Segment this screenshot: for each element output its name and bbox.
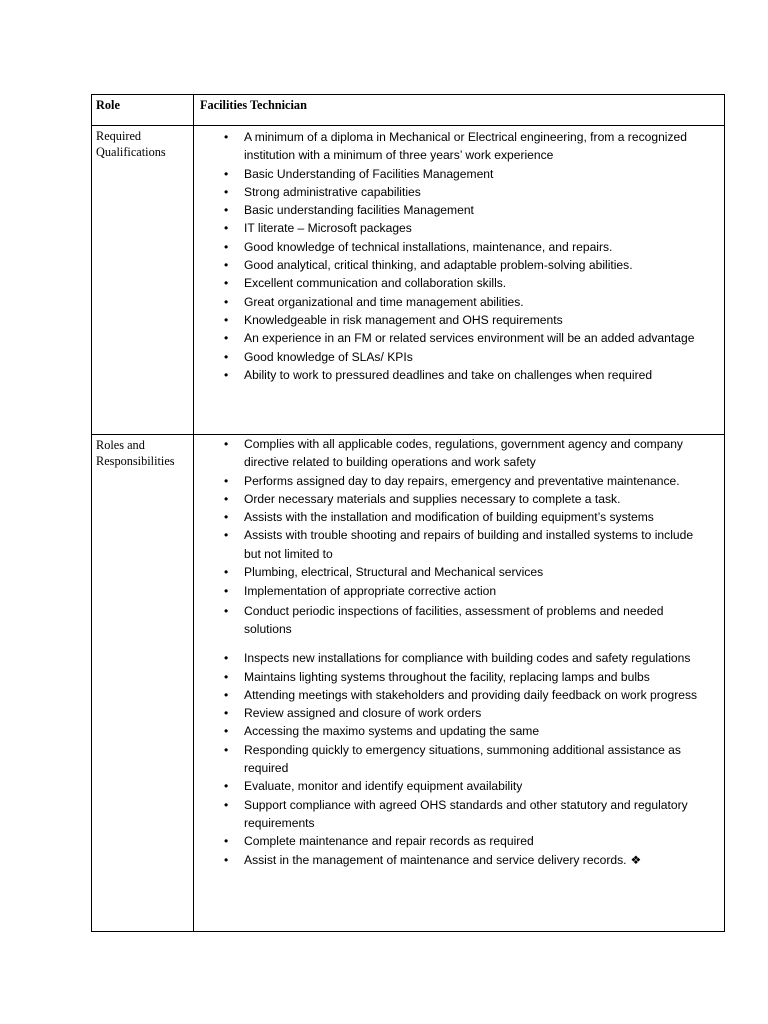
list-item — [194, 508, 724, 526]
list-item-text: Assists with the installation and modification of building equipment’s systems — [244, 510, 654, 525]
bullet-icon: • — [224, 312, 229, 327]
list-item-text: An experience in an FM or related services environment will be an added advantage — [244, 331, 695, 346]
list-item-text: Complies with all applicable codes, regulations, government agency and company directive related to building operations and work safety — [244, 437, 683, 470]
bullet-icon: • — [224, 779, 229, 794]
bullet-icon: • — [224, 203, 229, 218]
list-item-text: Assists with trouble shooting and repairs of building and installed systems to include but not limited to — [244, 528, 694, 561]
list-item — [194, 796, 724, 833]
list-item — [194, 201, 724, 219]
table-header-row — [92, 95, 725, 126]
responsibilities-list — [194, 435, 724, 869]
qualifications-content-cell — [194, 126, 725, 435]
list-item — [194, 311, 724, 329]
bullet-icon: • — [224, 687, 229, 702]
list-item — [194, 435, 724, 472]
list-item — [194, 348, 724, 366]
list-item-text: Good knowledge of technical installations, maintenance, and repairs. — [244, 239, 613, 254]
bullet-icon: • — [224, 603, 229, 618]
bullet-icon: • — [224, 130, 229, 144]
bullet-icon: • — [224, 834, 229, 849]
list-item-text: Evaluate, monitor and identify equipment availability — [244, 779, 523, 794]
list-item-text: Good knowledge of SLAs/ KPIs — [244, 349, 413, 364]
bullet-icon: • — [224, 724, 229, 739]
bullet-icon: • — [224, 258, 229, 273]
responsibilities-label-line1: Roles and — [96, 438, 145, 452]
bullet-icon: • — [224, 473, 229, 488]
bullet-icon: • — [224, 166, 229, 181]
list-item-text: Maintains lighting systems throughout the facility, replacing lamps and bulbs — [244, 669, 650, 684]
list-item — [194, 256, 724, 274]
bullet-icon: • — [224, 276, 229, 291]
list-item — [194, 777, 724, 795]
list-item-text: Conduct periodic inspections of facilities, assessment of problems and needed solutions — [244, 603, 664, 636]
list-item-text: Responding quickly to emergency situations, summoning additional assistance as required — [244, 742, 681, 776]
bullet-icon: • — [224, 491, 229, 506]
list-item-text: Attending meetings with stakeholders and providing daily feedback on work progress — [244, 687, 698, 702]
bullet-icon: • — [224, 706, 229, 721]
bullet-icon: • — [224, 669, 229, 684]
list-item-text: Support compliance with agreed OHS standards and other statutory and regulatory requirements — [244, 797, 688, 830]
list-item-text: Basic Understanding of Facilities Management — [244, 166, 494, 181]
bullet-icon: • — [224, 239, 229, 254]
responsibilities-row — [92, 435, 725, 932]
list-item-text: Great organizational and time management abilities. — [244, 294, 524, 309]
list-item — [194, 602, 724, 639]
bullet-icon: • — [224, 221, 229, 236]
list-item-text: Excellent communication and collaboration skills. — [244, 276, 507, 291]
list-item-text: Good analytical, critical thinking, and adaptable problem-solving abilities. — [244, 258, 633, 273]
role-title: Facilities Technician — [200, 98, 307, 112]
bullet-icon: • — [224, 331, 229, 346]
responsibilities-label — [92, 435, 193, 469]
bullet-icon: • — [224, 528, 229, 543]
list-item — [194, 238, 724, 256]
qualifications-label-line2: Qualifications — [96, 145, 166, 159]
list-item — [194, 472, 724, 490]
list-item — [194, 293, 724, 311]
list-item — [194, 704, 724, 722]
list-item — [194, 490, 724, 508]
list-item-text: Review assigned and closure of work orders — [244, 706, 482, 721]
bullet-icon: • — [224, 437, 229, 451]
list-item-text: Complete maintenance and repair records as required — [244, 834, 534, 849]
list-item — [194, 741, 724, 778]
list-item-text: Ability to work to pressured deadlines and take on challenges when required — [244, 367, 653, 382]
header-value-cell — [194, 95, 725, 126]
qualifications-label-line1: Required — [96, 129, 142, 143]
bullet-icon: • — [224, 294, 229, 309]
bullet-icon: • — [224, 852, 229, 867]
list-item — [194, 686, 724, 704]
list-item — [194, 526, 724, 563]
bullet-icon: • — [224, 742, 229, 757]
bullet-icon: • — [224, 797, 229, 812]
qualifications-label-cell — [92, 126, 194, 435]
list-item-text: Inspects new installations for compliance with building codes and safety regulations — [244, 651, 691, 666]
list-item-text: Knowledgeable in risk management and OHS requirements — [244, 312, 563, 327]
role-table — [91, 94, 725, 932]
list-item — [194, 649, 724, 667]
header-label-cell — [92, 95, 194, 126]
responsibilities-label-line2: Responsibilities — [96, 454, 175, 468]
bullet-icon: • — [224, 349, 229, 364]
responsibilities-label-cell — [92, 435, 194, 932]
list-item-text: A minimum of a diploma in Mechanical or Electrical engineering, from a recognized institution with a minimum of three years’ work experience — [244, 130, 687, 163]
list-item-text: Strong administrative capabilities — [244, 184, 421, 199]
list-item — [194, 366, 724, 384]
qualifications-list — [194, 126, 724, 384]
list-item — [194, 832, 724, 850]
responsibilities-content-cell — [194, 435, 725, 932]
list-item-text: Performs assigned day to day repairs, emergency and preventative maintenance. — [244, 473, 680, 488]
list-item-text: Plumbing, electrical, Structural and Mechanical services — [244, 565, 544, 580]
list-item — [194, 219, 724, 237]
list-item — [194, 165, 724, 183]
role-label: Role — [96, 98, 120, 112]
list-item — [194, 183, 724, 201]
bullet-icon: • — [224, 565, 229, 580]
bullet-icon: • — [224, 584, 229, 599]
list-item — [194, 274, 724, 292]
list-item-text: Order necessary materials and supplies necessary to complete a task. — [244, 491, 621, 506]
list-item — [194, 851, 724, 869]
list-item — [194, 329, 724, 347]
bullet-icon: • — [224, 184, 229, 199]
list-item — [194, 722, 724, 740]
list-item — [194, 563, 724, 581]
list-item — [194, 668, 724, 686]
list-item-text: Implementation of appropriate corrective action — [244, 584, 497, 599]
diamond-ornament-icon: ❖ — [630, 852, 642, 867]
bullet-icon: • — [224, 651, 229, 666]
bullet-icon: • — [224, 510, 229, 525]
qualifications-label — [92, 126, 193, 160]
list-item-text: Accessing the maximo systems and updating the same — [244, 724, 540, 739]
list-item — [194, 582, 724, 600]
list-item — [194, 128, 724, 165]
list-item-text: Basic understanding facilities Management — [244, 203, 474, 218]
list-item-text: IT literate – Microsoft packages — [244, 221, 412, 236]
bullet-icon: • — [224, 367, 229, 382]
qualifications-row — [92, 126, 725, 435]
list-item-text: Assist in the management of maintenance and service delivery records. — [244, 852, 627, 867]
